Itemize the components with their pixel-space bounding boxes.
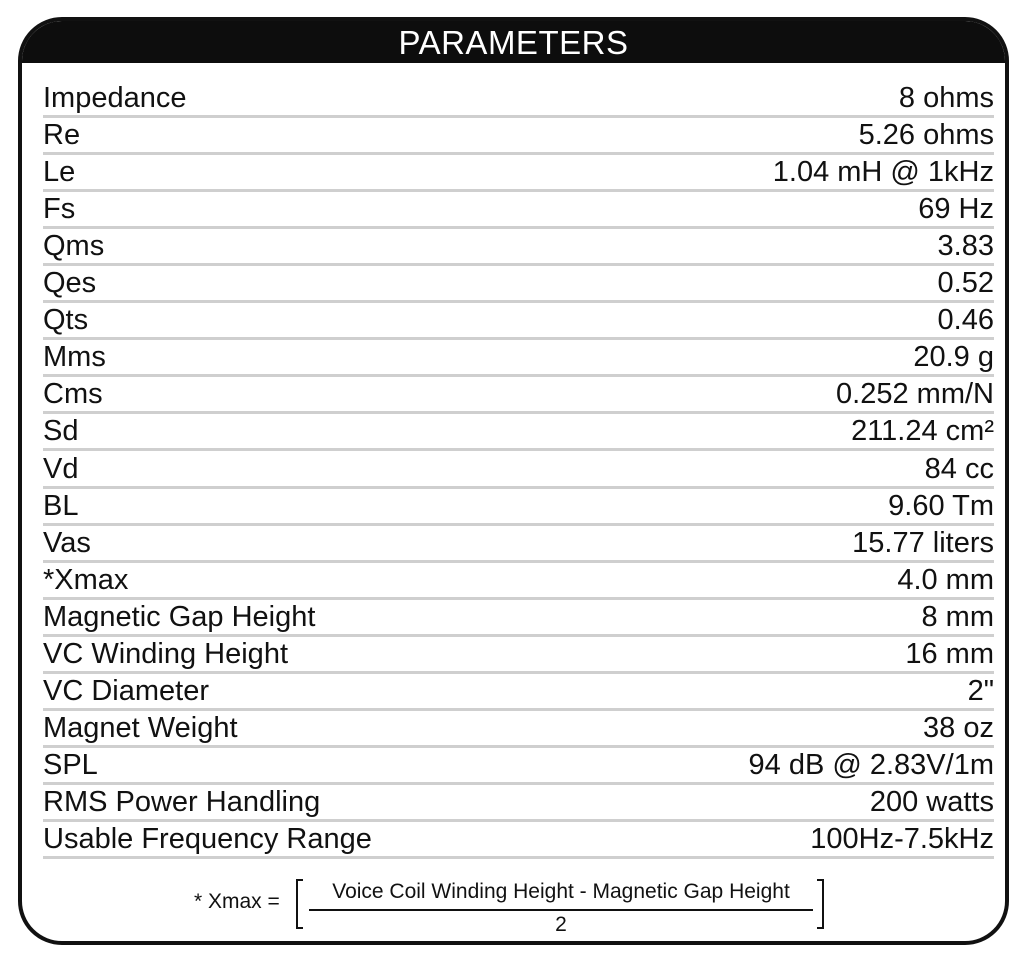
parameter-value: 211.24 cm² xyxy=(851,415,994,448)
parameter-row xyxy=(43,414,994,451)
parameter-value: 69 Hz xyxy=(918,193,994,226)
parameter-value: 3.83 xyxy=(937,230,994,263)
parameter-value: 0.46 xyxy=(937,304,994,337)
parameter-row xyxy=(43,155,994,192)
parameter-name: Usable Frequency Range xyxy=(43,822,372,855)
parameter-value: 20.9 g xyxy=(913,341,994,374)
parameter-name: VC Winding Height xyxy=(43,637,288,670)
parameter-value: 0.52 xyxy=(937,267,994,300)
parameters-panel xyxy=(18,17,1009,945)
parameter-name: Fs xyxy=(43,193,76,226)
parameter-row xyxy=(43,451,994,488)
parameter-value: 8 mm xyxy=(921,600,994,633)
parameter-row xyxy=(43,118,994,155)
parameter-row xyxy=(43,340,994,377)
parameter-value: 84 cc xyxy=(924,452,994,485)
parameter-name: Vd xyxy=(43,452,79,485)
parameter-row xyxy=(43,489,994,526)
parameter-name: SPL xyxy=(43,748,98,781)
parameter-value: 100Hz-7.5kHz xyxy=(810,822,994,855)
parameter-name: *Xmax xyxy=(43,563,129,596)
parameter-value: 16 mm xyxy=(905,637,994,670)
panel-title: PARAMETERS xyxy=(22,21,1005,63)
parameter-value: 4.0 mm xyxy=(897,563,994,596)
parameter-name: RMS Power Handling xyxy=(43,785,321,818)
formula-denominator: 2 xyxy=(555,913,567,936)
xmax-formula xyxy=(22,873,1005,937)
parameter-value: 15.77 liters xyxy=(852,526,994,559)
parameter-name: VC Diameter xyxy=(43,674,209,707)
parameter-name: Re xyxy=(43,119,81,152)
parameters-table xyxy=(43,81,994,859)
parameter-name: Vas xyxy=(43,526,91,559)
parameter-row xyxy=(43,377,994,414)
parameter-name: Qes xyxy=(43,267,97,300)
right-bracket xyxy=(817,879,824,929)
parameter-name: Impedance xyxy=(43,82,187,115)
parameter-row xyxy=(43,822,994,859)
parameter-row xyxy=(43,785,994,822)
parameter-value: 38 oz xyxy=(923,711,994,744)
parameter-name: Mms xyxy=(43,341,106,374)
fraction-bar xyxy=(309,909,813,911)
parameter-row xyxy=(43,600,994,637)
left-bracket xyxy=(296,879,303,929)
parameter-name: Qms xyxy=(43,230,105,263)
parameter-value: 8 ohms xyxy=(898,82,994,115)
parameter-row xyxy=(43,526,994,563)
parameter-row xyxy=(43,674,994,711)
parameter-name: Magnet Weight xyxy=(43,711,238,744)
parameter-row xyxy=(43,81,994,118)
parameter-value: 1.04 mH @ 1kHz xyxy=(772,156,994,189)
parameter-row xyxy=(43,192,994,229)
parameter-value: 200 watts xyxy=(869,785,994,818)
formula-numerator: Voice Coil Winding Height - Magnetic Gap Height xyxy=(332,880,790,903)
parameter-row xyxy=(43,266,994,303)
parameter-value: 0.252 mm/N xyxy=(836,378,994,411)
parameter-value: 5.26 ohms xyxy=(858,119,994,152)
parameter-value: 2" xyxy=(967,674,994,707)
parameter-row xyxy=(43,748,994,785)
parameter-name: Sd xyxy=(43,415,79,448)
parameter-row xyxy=(43,637,994,674)
parameter-value: 9.60 Tm xyxy=(888,489,994,522)
parameter-name: Magnetic Gap Height xyxy=(43,600,316,633)
parameter-row xyxy=(43,229,994,266)
parameter-name: Le xyxy=(43,156,76,189)
parameter-name: Cms xyxy=(43,378,103,411)
parameter-name: Qts xyxy=(43,304,89,337)
parameter-name: BL xyxy=(43,489,79,522)
parameter-row xyxy=(43,563,994,600)
parameter-row xyxy=(43,303,994,340)
formula-prefix: * Xmax = xyxy=(194,890,280,913)
parameter-row xyxy=(43,711,994,748)
parameter-value: 94 dB @ 2.83V/1m xyxy=(748,748,994,781)
